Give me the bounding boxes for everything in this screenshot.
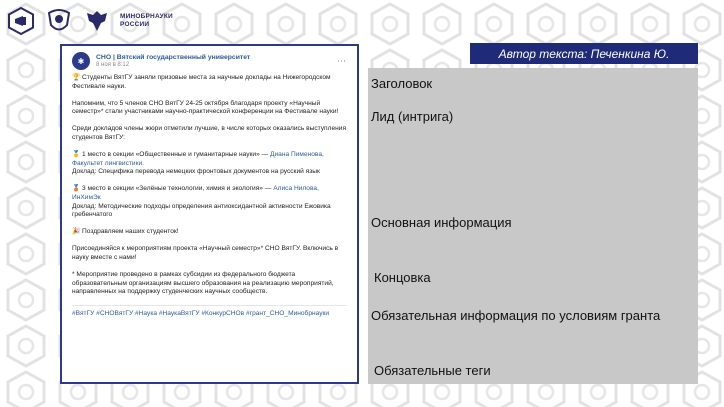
post-header [72, 52, 347, 70]
eagle-emblem-icon [82, 6, 112, 36]
post-paragraph: 🥉 3 место в секции «Зелёные технологии, химия и экология» — Алиса Нилова, ИнХимЭк Доклад: Методические подходы определения антиоксидантной активности Ежовика гребенчатого [72, 185, 331, 219]
post-paragraph: * Мероприятие проведено в рамках субсидии из федерального бюджета образовательным организациям высшего образования на реализацию мероприятий, направленных на поддержку студенческих научных сообществ. [72, 271, 334, 296]
megaphone-logo-icon [6, 6, 36, 36]
mention-link[interactable]: Диана Пименова, Факультет лингвистики. [72, 151, 324, 167]
author-banner: Автор текста: Печенкина Ю. [470, 43, 698, 64]
post-paragraph: Присоединяйся к мероприятиям проекта «Научный семестр»* СНО ВятГУ. Включись в науку вместе с нами! [72, 245, 339, 261]
label-grant-info: Обязательная информация по условиям гранта [371, 308, 661, 323]
label-tags: Обязательные теги [374, 363, 491, 378]
post-hashtags[interactable]: #ВятГУ #СНОВятГУ #Наука #НаукаВятГУ #КонкурСНОв #грант_СНО_Минобрнауки [72, 305, 347, 319]
social-post [60, 44, 359, 384]
mention-link[interactable]: Алиса Нилова, ИнХимЭк [72, 185, 319, 201]
label-headline: Заголовок [371, 76, 433, 91]
post-author[interactable]: СНО | Вятский государственный университет [96, 54, 251, 61]
label-main-info: Основная информация [371, 215, 512, 230]
post-date[interactable]: 8 ноя в 8:12 [96, 62, 130, 68]
post-paragraph: 🥇 1 место в секции «Общественные и гуманитарные науки» — Диана Пименова, Факультет лингвистики. Доклад: Специфика перевода немецких фронтовых документов на русский язык [72, 151, 324, 176]
community-avatar[interactable]: ✱ [72, 52, 90, 70]
post-paragraph: Среди докладов члены жюри отметили лучшие, в числе которых оказались выступления студентов ВятГУ: [72, 125, 347, 141]
post-paragraph: 🎉 Поздравляем наших студенток! [72, 228, 179, 236]
post-paragraph: 🏆 Студенты ВятГУ заняли призовые места за научные доклады на Нижегородском Фестивале науки. [72, 74, 331, 90]
more-options-icon[interactable]: ⋯ [337, 55, 347, 66]
header-logos [6, 6, 173, 36]
post-paragraph: Напомним, что 5 членов СНО ВятГУ 24-25 октября благодаря проекту «Научный семестр»* стали участниками научно-практической конференции на Фестивале науки! [72, 99, 339, 116]
shield-logo-icon [44, 6, 74, 36]
ministry-name: МИНОБРНАУКИ РОССИИ [120, 13, 173, 28]
label-ending: Концовка [374, 270, 431, 285]
label-lead: Лид (интрига) [371, 109, 454, 124]
